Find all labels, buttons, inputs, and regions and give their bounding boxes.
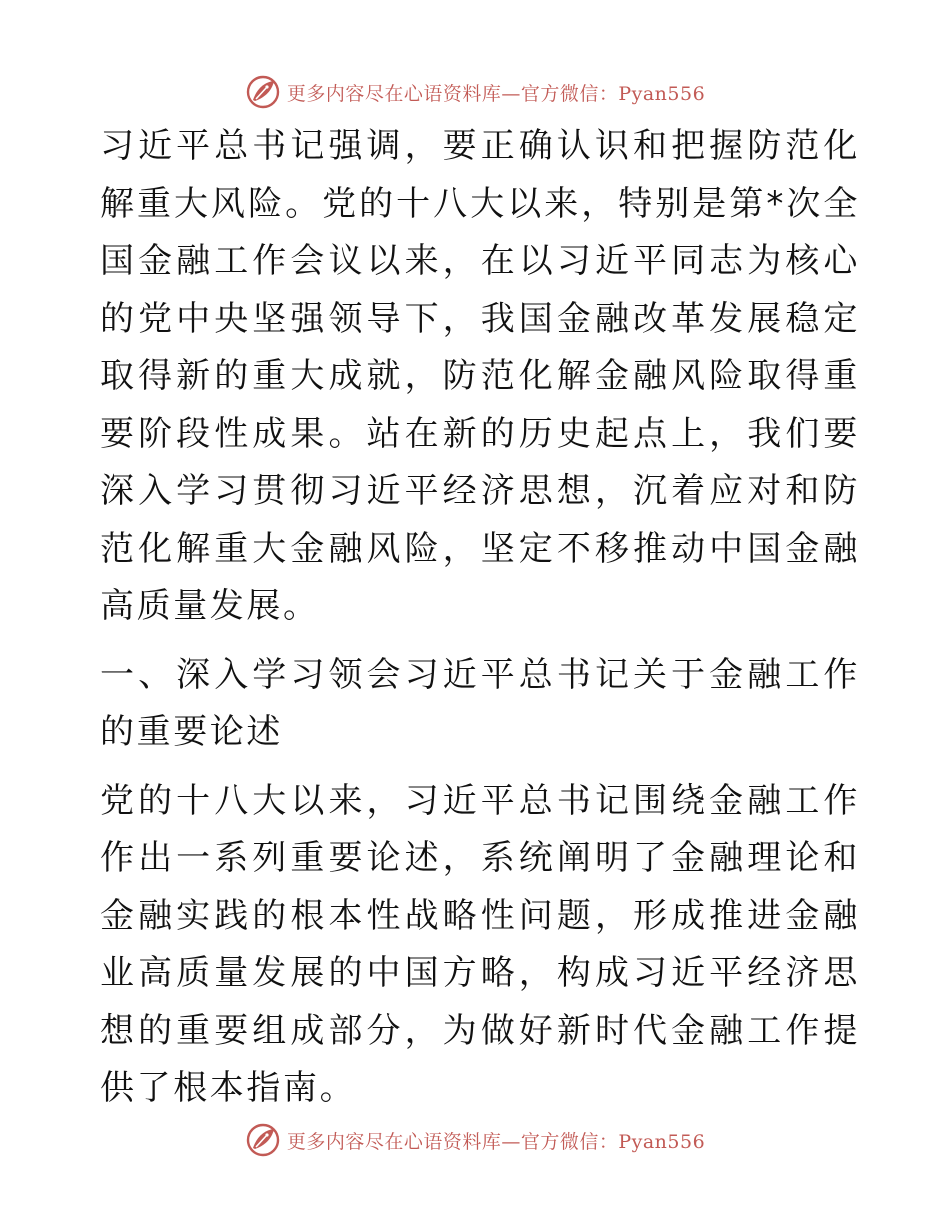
header-watermark <box>0 72 950 112</box>
document-body <box>100 118 860 1118</box>
pen-nib-icon <box>245 1122 281 1158</box>
watermark-text: 更多内容尽在心语资料库—官方微信：Pyan556 <box>286 82 706 105</box>
section-heading: 一、深入学习领会习近平总书记关于金融工作的重要论述 <box>100 654 860 752</box>
pen-nib-icon <box>245 74 281 110</box>
body-paragraph: 党的十八大以来，习近平总书记围绕金融工作作出一系列重要论述，系统阐明了金融理论和金融实践的根本性战略性问题，形成推进金融业高质量发展的中国方略，构成习近平经济思想的重要组成部分，为做好新时代金融工作提供了根本指南。 <box>100 780 860 1108</box>
watermark-text: 更多内容尽在心语资料库—官方微信：Pyan556 <box>286 1130 706 1153</box>
body-paragraph: 习近平总书记强调，要正确认识和把握防范化解重大风险。党的十八大以来，特别是第*次全国金融工作会议以来，在以习近平同志为核心的党中央坚强领导下，我国金融改革发展稳定取得新的重大成就，防范化解金融风险取得重要阶段性成果。站在新的历史起点上，我们要深入学习贯彻习近平经济思想，沉着应对和防范化解重大金融风险，坚定不移推动中国金融高质量发展。 <box>100 126 860 626</box>
footer-watermark <box>0 1120 950 1160</box>
